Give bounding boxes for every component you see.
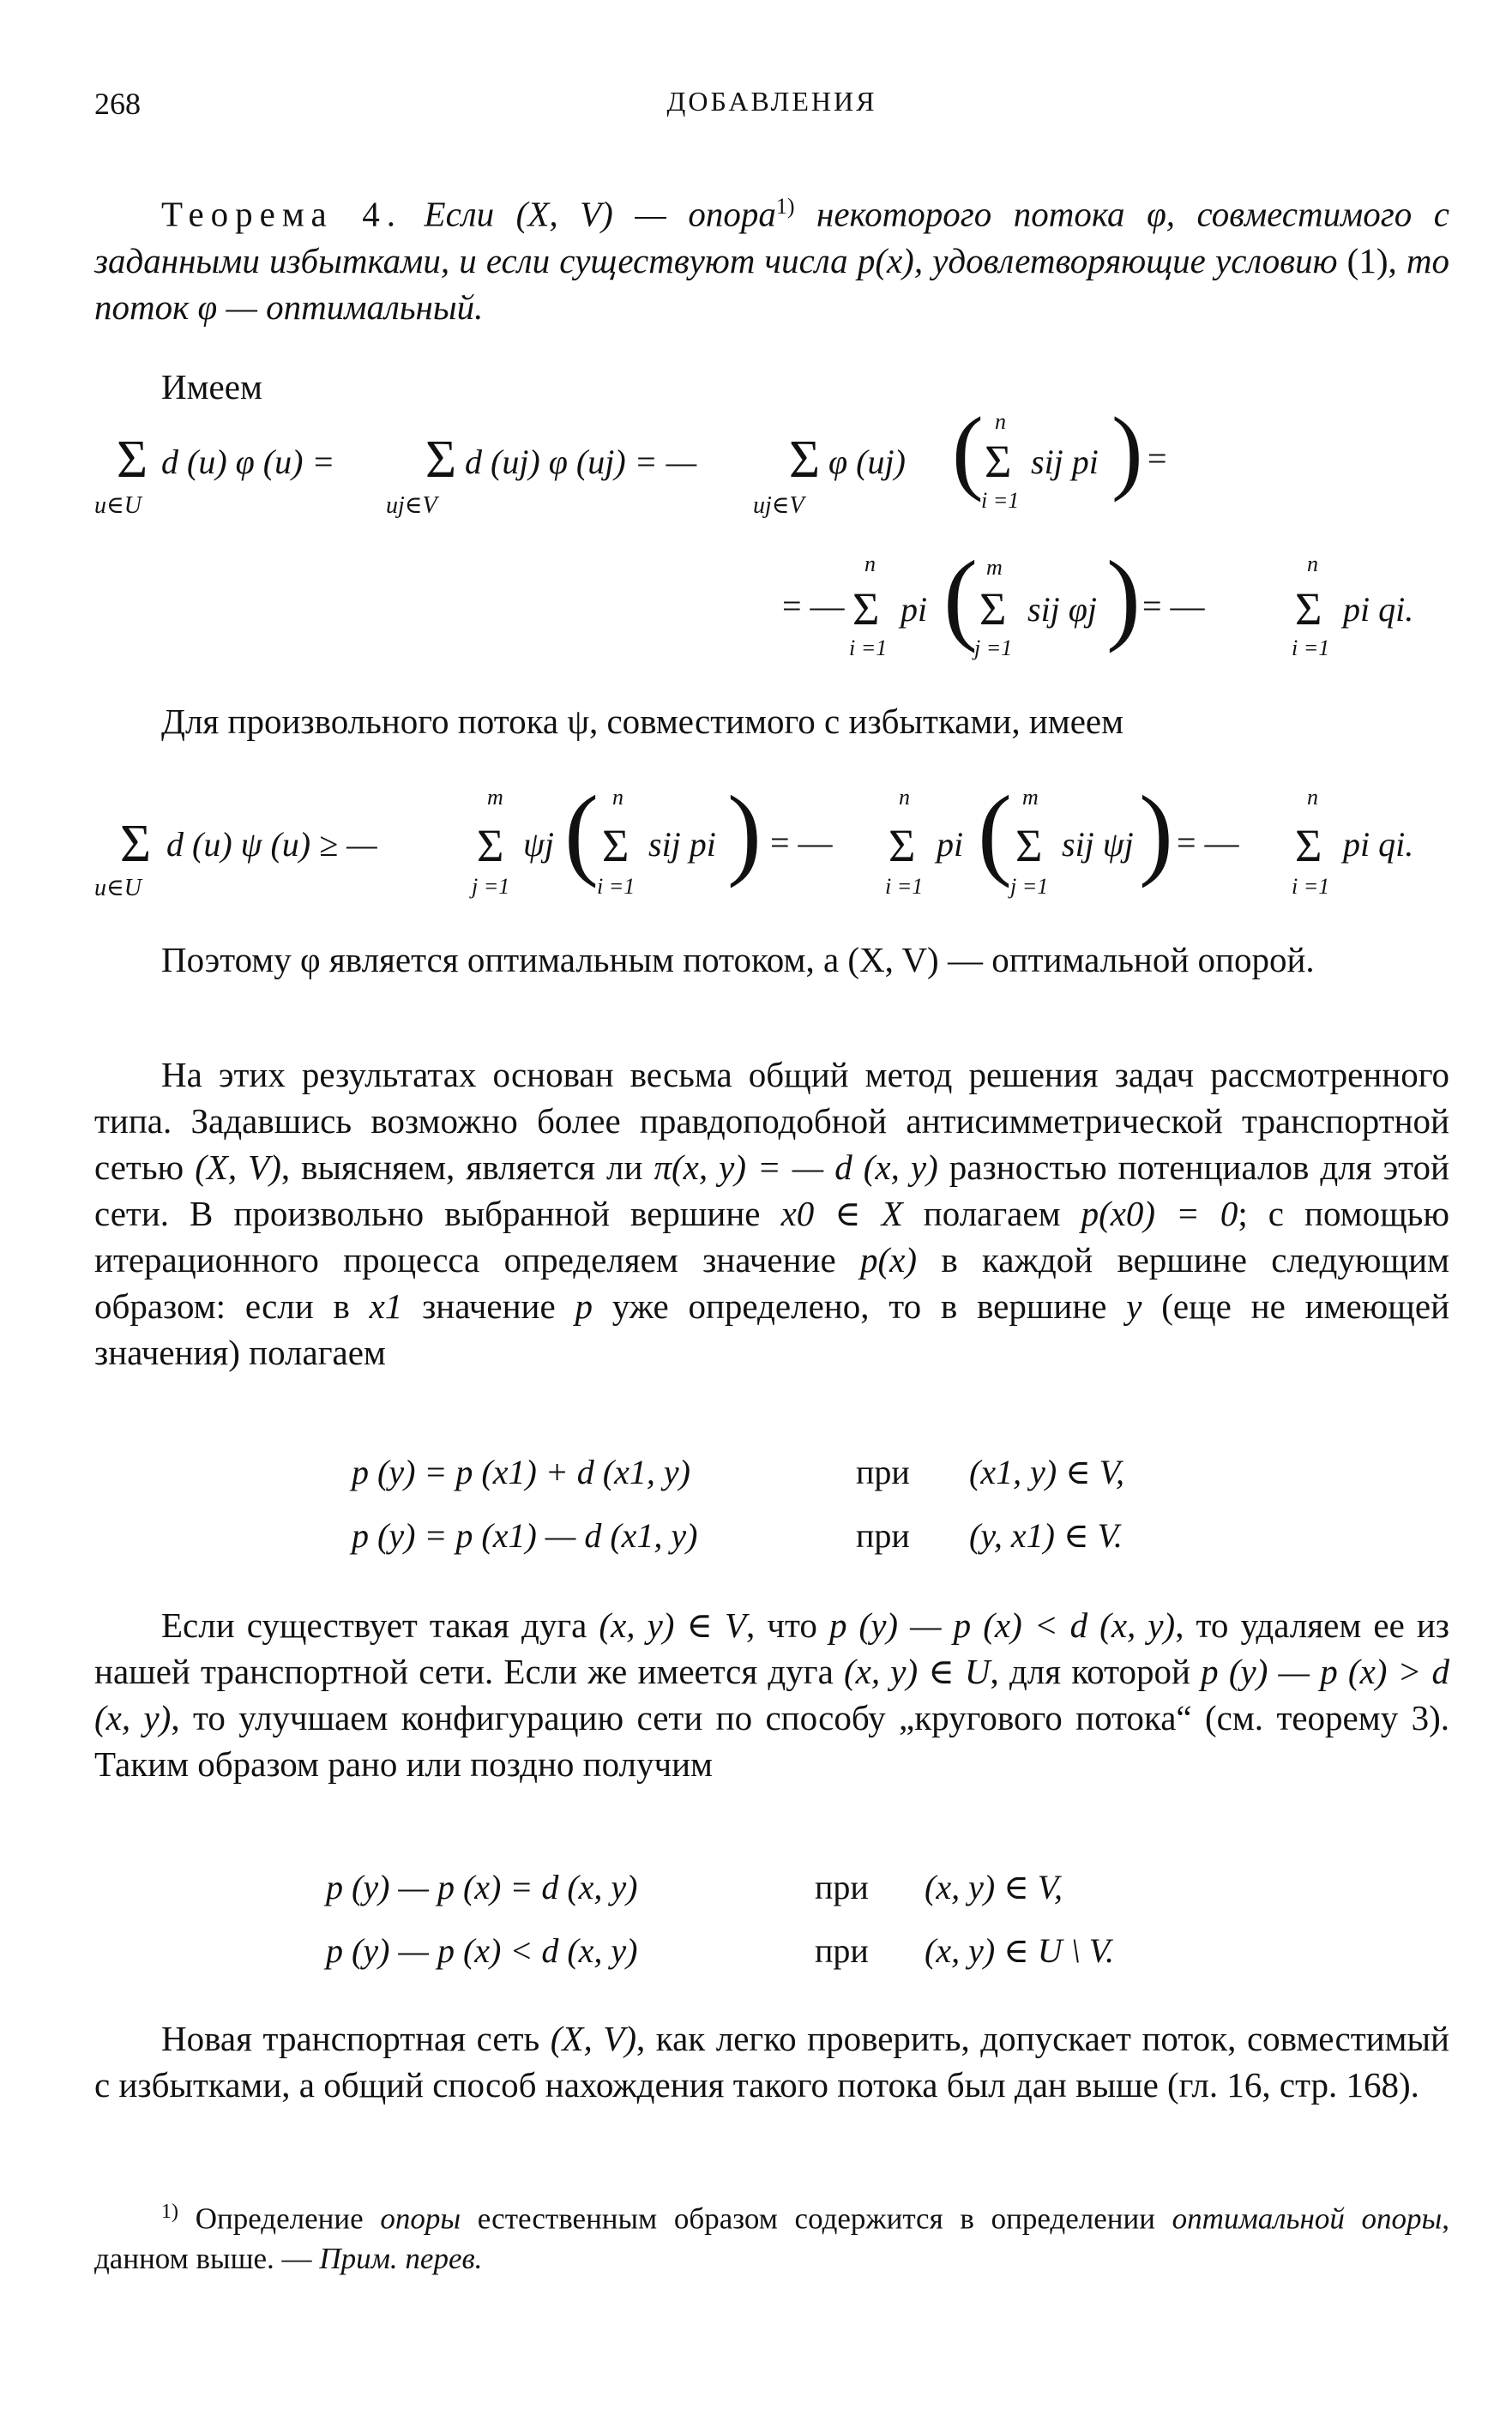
eq2-i1-2: i =1 — [885, 874, 924, 899]
eq3-r2-when: при — [856, 1516, 910, 1555]
svg-text:(: ( — [943, 539, 978, 653]
svg-text:): ) — [1111, 412, 1143, 503]
eq2-term-b: ψj — [523, 825, 554, 864]
theorem-text-1: Если — [424, 194, 516, 234]
eq1-sum-2: Σ — [425, 431, 457, 489]
eq3-r1-lhs: p (y) = p (x1) + d (x1, y) — [352, 1453, 690, 1491]
svg-text:(: ( — [564, 774, 599, 888]
svg-text:): ) — [727, 774, 762, 888]
eq1-sub-u: u∈U — [94, 492, 142, 519]
theorem-text-4: , удовлетворяющие условию — [913, 240, 1347, 280]
svg-text:(: ( — [978, 774, 1012, 888]
eq2-term-e: sij ψj — [1062, 825, 1134, 864]
eq1-i1-1: i =1 — [981, 488, 1020, 513]
eq2-i1-3: i =1 — [1292, 874, 1330, 899]
theorem-paragraph — [94, 184, 1449, 330]
eq1-sum-3: Σ — [789, 431, 821, 489]
eq2-m-2: m — [1022, 785, 1039, 810]
eq2-j1-1: j =1 — [472, 874, 510, 899]
svg-text:): ) — [1106, 539, 1141, 653]
page-number: 268 — [94, 87, 141, 121]
eq1-sum-7: Σ — [1295, 583, 1322, 635]
eq2-sum-5: Σ — [1015, 820, 1043, 871]
conclusion-paragraph: Поэтому φ является оптимальным потоком, а (X, V) — оптимальной опорой. — [161, 940, 1315, 979]
eq4-r1-lhs: p (y) — p (x) = d (x, y) — [326, 1868, 638, 1906]
equation-4 — [94, 1861, 1449, 1981]
eq2-n-2: n — [899, 785, 910, 810]
eq1-term-d: sij pi — [1031, 443, 1099, 481]
eq1-i1-2: i =1 — [849, 635, 888, 660]
eq1-term-a: d (u) φ (u) = — [161, 443, 335, 481]
eq1-n-3: n — [1307, 551, 1318, 576]
eq1-term-e: pi — [901, 590, 928, 629]
eq2-sum-1: Σ — [120, 815, 152, 873]
eq2-i1-1: i =1 — [597, 874, 636, 899]
eq1-sub-uj-2: uj∈V — [753, 492, 804, 519]
arc-paragraph: Если существует такая дуга (x, y) ∈ V, что p (y) — p (x) < d (x, y), то удаляем ее из нашей транспортной сети. Если же имеется дуга (x, y) ∈ U, для которой p (y) — p (x) > d (x, y), то улучшаем конфигурацию сети по способу „кругового потока“ (см. теорему 3). Таким образом рано или поздно получим — [94, 1605, 1449, 1784]
eq4-r2-when: при — [815, 1931, 869, 1970]
equation-3 — [94, 1446, 1449, 1566]
eq1-line2-lead: = — — [782, 587, 845, 625]
eq2-n-3: n — [1307, 785, 1318, 810]
eq3-r2-lhs: p (y) = p (x1) — d (x1, y) — [352, 1516, 698, 1555]
eq3-r1-cond: (x1, y) ∈ V, — [969, 1453, 1125, 1491]
eq2-sum-3: Σ — [602, 820, 629, 871]
eq3-r1-when: при — [856, 1453, 910, 1491]
running-title: ДОБАВЛЕНИЯ — [666, 86, 877, 117]
eq4-r2-lhs: p (y) — p (x) < d (x, y) — [326, 1931, 638, 1970]
eq2-term-a: d (u) ψ (u) ≥ — — [166, 825, 377, 864]
condition-ref: (1) — [1346, 240, 1389, 280]
eq4-r1-when: при — [815, 1868, 869, 1906]
final-paragraph: Новая транспортная сеть (X, V), как легко проверить, допускает поток, совместимый с избытками, а общий способ нахождения такого потока был дан выше (гл. 16, стр. 168). — [94, 2019, 1449, 2105]
theorem-var-px: p(x) — [857, 240, 914, 280]
eq2-sum-4: Σ — [889, 820, 916, 871]
theorem-var-xv: (X, V) — [515, 194, 613, 234]
svg-text:): ) — [1139, 774, 1173, 888]
arbitrary-flow-line: Для произвольного потока ψ, совместимого с избытками, имеем — [161, 702, 1124, 741]
svg-text:(: ( — [952, 412, 984, 503]
eq1-line2-mid: = — — [1142, 587, 1205, 625]
method-paragraph: На этих результатах основан весьма общий метод решения задач рассмотренного типа. Задавшись возможно более правдоподобной антисимметрической транспортной сетью (X, V), выясняем, является ли π(x, y) = — d (x, y) разностью потенциалов для этой сети. В произвольно выбранной вершине x0 ∈ X полагаем p(x0) = 0; с помощью итерационного процесса определяем значение p(x) в каждой вершине следующим образом: если в x1 значение p уже определено, то в вершине y (еще не имеющей значения) полагаем — [94, 1055, 1450, 1372]
equation-1 — [94, 412, 1449, 678]
eq2-term-c: sij pi — [648, 825, 716, 864]
equation-2 — [94, 772, 1449, 918]
eq2-sum-2: Σ — [477, 820, 504, 871]
eq2-sub-u: u∈U — [94, 875, 142, 901]
eq2-eq-a: = — — [770, 823, 833, 862]
eq4-r1-cond: (x, y) ∈ V, — [925, 1868, 1063, 1906]
eq2-eq-b: = — — [1177, 823, 1239, 862]
eq1-term-g: pi qi. — [1343, 590, 1414, 629]
theorem-text-3: некоторого потока φ, совместимого с заданными избытками, и если существуют числа — [94, 194, 1449, 280]
theorem-label: Теорема 4. — [161, 194, 403, 234]
eq1-tail: = — [1148, 439, 1167, 478]
eq1-m-1: m — [986, 555, 1003, 580]
eq4-r2-cond: (x, y) ∈ U \ V. — [925, 1931, 1115, 1970]
eq2-sum-6: Σ — [1295, 820, 1322, 871]
page-header — [94, 86, 1449, 129]
eq1-term-c: φ (uj) — [828, 443, 906, 481]
footnote-mark: 1) — [161, 2201, 178, 2223]
eq2-j1-2: j =1 — [1010, 874, 1049, 899]
eq1-sub-uj: uj∈V — [386, 492, 437, 519]
eq1-term-b: d (uj) φ (uj) = — — [465, 443, 697, 481]
eq2-m-1: m — [487, 785, 503, 810]
theorem-text-5: , то поток φ — оптимальный. — [94, 240, 1450, 327]
translator-note: Прим. перев. — [319, 2241, 483, 2275]
theorem-text-2: — опора — [612, 194, 776, 234]
eq2-term-f: pi qi. — [1343, 825, 1414, 864]
eq1-sum-1: Σ — [117, 431, 148, 489]
eq1-i1-3: i =1 — [1292, 635, 1330, 660]
have-label: Имеем — [161, 367, 262, 407]
eq1-j1-1: j =1 — [974, 635, 1013, 660]
eq1-term-f: sij φj — [1027, 590, 1098, 629]
eq1-sum-6: Σ — [979, 583, 1007, 635]
eq3-r2-cond: (y, x1) ∈ V. — [969, 1516, 1123, 1555]
eq2-n-1: n — [612, 785, 623, 810]
eq1-sum-5: Σ — [852, 583, 880, 635]
eq1-sum-4: Σ — [985, 436, 1012, 487]
footnote: $^{1)}$ Определение опоры естественным образом содержится в определении оптимальной опоры, данном выше. — Прим. перев. — [94, 2201, 1449, 2275]
eq2-term-d: pi — [937, 825, 964, 864]
eq1-n-2: n — [864, 551, 876, 576]
footnote-ref: 1) — [775, 194, 795, 219]
eq1-n-1: n — [995, 412, 1006, 434]
